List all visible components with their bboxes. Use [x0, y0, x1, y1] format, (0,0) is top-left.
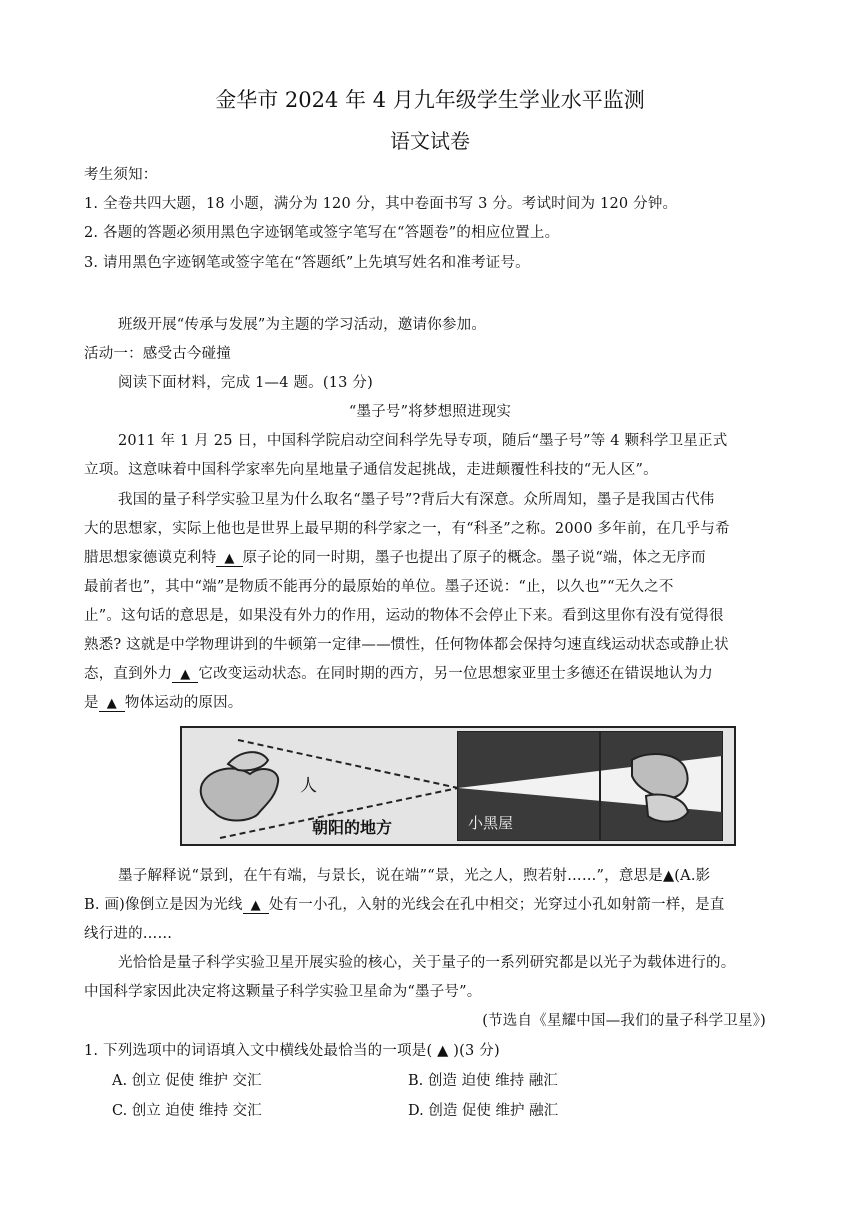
option-c: C. 创立 迫使 维持 交汇 — [112, 1103, 262, 1119]
paragraph-line: 中国科学家因此决定将这颗量子科学实验卫星命为“墨子号”。 — [84, 984, 482, 1000]
pinhole-camera-figure — [180, 726, 736, 846]
text-segment: 1. 下列选项中的词语填入文中横线处最恰当的一项是( — [84, 1043, 433, 1059]
paragraph-line: 光恰恰是量子科学实验卫星开展实验的核心，关于量子的一系列研究都是以光子为载体进行的。 — [118, 955, 736, 971]
notice-item: 3. 请用黑色字迹钢笔或签字笔在“答题纸”上先填写姓名和准考证号。 — [84, 255, 530, 271]
person-label: 人 — [300, 776, 317, 796]
text-segment: 处有一小孔，入射的光线会在孔中相交；光穿过小孔如射箭一样，是直 — [268, 897, 725, 913]
paragraph-line: 大的思想家，实际上他也是世界上最早期的科学家之一，有“科圣”之称。2000 多年前，在几乎与希 — [84, 521, 730, 537]
dark-room-label: 小黑屋 — [468, 814, 514, 832]
paragraph-line: 2011 年 1 月 25 日，中国科学院启动空间科学先导专项，随后“墨子号”等 4 颗科学卫星正式 — [118, 433, 728, 449]
text-segment: 它改变运动状态。在同时期的西方，另一位思想家亚里士多德还在错误地认为力 — [198, 666, 713, 682]
reading-instruction: 阅读下面材料，完成 1—4 题。(13 分) — [118, 375, 373, 391]
text-segment: 原子论的同一时期，墨子也提出了原子的概念。墨子说“端，体之无序而 — [242, 550, 706, 566]
fill-blank: ▲ — [99, 696, 125, 712]
source-note: (节选自《星耀中国—我们的量子科学卫星》) — [482, 1013, 766, 1029]
paragraph-line: 线行进的…… — [84, 926, 173, 942]
paragraph-line — [84, 691, 243, 712]
paragraph-line: 最前者也”，其中“端”是物质不能再分的最原始的单位。墨子还说：“止，以久也”“无久之不 — [84, 579, 674, 595]
question-1-stem — [84, 1039, 500, 1060]
intro-text: 班级开展“传承与发展”为主题的学习活动，邀请你参加。 — [118, 317, 487, 333]
text-segment: 是 — [84, 695, 99, 711]
option-b: B. 创造 迫使 维持 融汇 — [408, 1073, 558, 1089]
option-a: A. 创立 促使 维护 交汇 — [112, 1073, 262, 1089]
notice-heading: 考生须知： — [84, 167, 158, 183]
paragraph-line — [84, 546, 706, 567]
paragraph-line: 墨子解释说“景到，在午有端，与景长，说在端”“景，光之人，煦若射……”，意思是▲(A.影 — [118, 868, 711, 884]
fill-blank: ▲ — [243, 898, 269, 914]
paragraph-line — [84, 893, 725, 914]
paragraph-line: 熟悉? 这就是中学物理讲到的牛顿第一定律——惯性，任何物体都会保持匀速直线运动状态或静止状 — [84, 637, 729, 653]
text-segment: 物体运动的原因。 — [124, 695, 243, 711]
notice-item: 2. 各题的答题必须用黑色字迹钢笔或签字笔写在“答题卷”的相应位置上。 — [84, 225, 560, 241]
paragraph-line: 止”。这句话的意思是，如果没有外力的作用，运动的物体不会停止下来。看到这里你有没有觉得很 — [84, 608, 724, 624]
text-segment: 腊思想家德谟克利特 — [84, 550, 217, 566]
text-segment: B. 画)像倒立是因为光线 — [84, 897, 243, 913]
article-title: “墨子号”将梦想照进现实 — [348, 404, 512, 420]
paragraph-line: 立项。这意味着中国科学家率先向星地量子通信发起挑战，走进颠覆性科技的“无人区”。 — [84, 462, 658, 478]
notice-item: 1. 全卷共四大题，18 小题，满分为 120 分，其中卷面书写 3 分。考试时间为 120 分钟。 — [84, 196, 678, 212]
option-d: D. 创造 促使 维护 融汇 — [408, 1103, 559, 1119]
exam-title: 金华市 2024 年 4 月九年级学生学业水平监测 — [215, 88, 645, 112]
fill-blank: ▲ — [216, 551, 242, 567]
fill-blank: ▲ — [172, 667, 198, 683]
activity-heading: 活动一：感受古今碰撞 — [84, 346, 231, 362]
sunny-side-label: 朝阳的地方 — [312, 818, 393, 837]
text-segment: )(3 分) — [453, 1043, 500, 1059]
text-segment: 态，直到外力 — [84, 666, 173, 682]
answer-mark: ▲ — [437, 1043, 449, 1059]
paragraph-line — [84, 662, 713, 683]
paragraph-line: 我国的量子科学实验卫星为什么取名“墨子号”?背后大有深意。众所周知，墨子是我国古代伟 — [118, 492, 715, 508]
exam-subtitle: 语文试卷 — [390, 129, 470, 153]
